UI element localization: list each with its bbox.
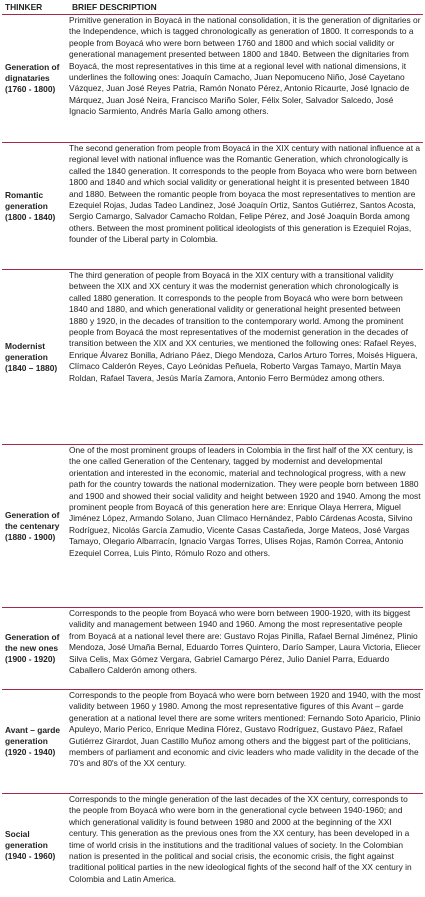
row-thinker-label: Generation of the new ones (1900 - 1920) [5,632,60,664]
row-description: Corresponds to the mingle generation of the last decades of the XX century, corresponds to the people from Boyacá who were born in the generational cycle between 1940-1960; and which generational validity is found between 1980 and 2000 at the beginning of the XXI century. This generation as the previous ones from the XX century, has been developed in a time of world crisis in the institutions and the traditional values of society. In the Colombian nation is presented in the political and social crisis, the economic crisis, the fight against traditional political parties in the new ideological fights of the second half of the XX century in Colombia and Latin America. [69,794,412,884]
table-row [2,445,423,608]
table-header [2,0,423,15]
row-description: Corresponds to the people from Boyacá who were born between 1920 and 1940, with the most validity between 1960 y 1980. Among the most representative figures of this Avant – garde generation at a national level there are some writers mentioned: Fernando Soto Aparicio, Plinio Apuleyo, Mario Perico, Enrique Medina Flórez, Gustavo Rodríguez, Gustavo Páez, Rafael Gutiérrez Girardot, Juan Castillo Muñoz among others and the biggest part of the politicians, members of parliament and economic and civic leaders who made validity in the decade of the 70's and 80's of the XX century. [69,690,421,769]
table-row [2,270,423,445]
table-row [2,690,423,794]
row-thinker-label: Generation of the centenary (1880 - 1900) [5,509,60,542]
row-description: The second generation from people from Boyacá in the XIX century with national influence at a regional level with national influence was the Romantic Generation, which chronologically is called the 1840 generation. It corresponds to the people from Boyaca who were born between 1800 and 1840 and which social validity or generational height it is presented between 1840 and 1880. Between the romantic people from boyaca the most representatives to mention are Ezequiel Rojas, Judas Tadeo Landinez, José Joaquín Ortiz, Santos Gutiérrez, Santos Acosta, Sergio Camargo, Salvador Camacho Roldan, Felipe Pérez, and José Joaquín Borda among others. Between the most prominent political ideologists of this generation is Ezequiel Rojas, founder of the Liberal party in Colombia. [69,143,421,245]
header-brief-description: BRIEF DESCRIPTION [72,2,157,12]
header-thinker: THINKER [5,2,43,12]
generations-table [2,0,423,897]
row-description: Corresponds to the people from Boyacá who were born between 1900-1920, with its biggest validity and management between 1940 and 1960. Among the most representative people from Boyacá at a national level there are: Gustavo Rojas Pinilla, Rafael Bernal Jiménez, Plinio Mendoza, José Umaña Bernal, Eduardo Torres Quintero, Darío Samper, Laura Victoria, Eliecer Silva Celis, Max Gómez Vergara, Gabriel Camargo Pérez, Julio Daniel Parra, Eduardo Caballero Calderón among others. [69,608,421,676]
row-thinker-label: Romantic generation (1800 - 1840) [5,189,56,222]
row-thinker-label: Generation of dignataries (1760 - 1800) [5,62,60,94]
row-description: One of the most prominent groups of leaders in Colombia in the first half of the XX century, is the one called Generation of the Centenary, tagged by modernist and developmental orientation and interested in the economic, material and technological progress, with a new path for the country towards the national modernization. They were people born between 1880 and 1900 and showed their social validity and height between 1920 and 1940. Among the most prominent people from Boyacá of this generation here are: Enrique Olaya Herrera, Miguel Jiménez López, Armando Solano, Juan Clímaco Hernández, Pablo Cárdenas Acosta, Silvino Rodríguez, Nicolás García Zamudio, Vicente Casas Castañeda, Jorge Mateos, José Vargas Tamayo, Olegario Albarracín, Ignacio Vargas Torres, Ulises Rojas, Ramón Correa, Antonio Ezequiel Correa, Luis Pinto, Rómulo Rozo and others. [69,445,421,558]
row-description: The third generation of people from Boyacá in the XIX century with a transitional validity between the XIX and XX century it was the modernist generation which chronologically is called 1880 generation. It corresponds to the people from Boyacá who were born between 1840 and 1880, and which generational validity or generational height presented between 1880 y 1920, in the decades of transition to the contemporary world. Among the prominent people from Boyacá the most representatives of the modernist generation in the decades of transition between the XIX and XX centuries, we mentioned the following ones: Rafael Reyes, Enrique Álvarez Bonilla, Adriano Páez, Diego Mendoza, Carlos Arturo Torres, Moisés Higuera, Clímaco Calderón Reyes, Cayo Leónidas Peñuela, Roberto Vargas Tamayo, Martín Maya Roldan, Rafael Tavera, Jesús María Zamora, Antonio Ferro Bermúdez among others. [69,270,418,383]
table-row [2,608,423,690]
row-thinker-label: Social generation (1940 - 1960) [5,829,56,861]
table-row [2,15,423,143]
table-row [2,143,423,270]
row-thinker-label: Modernist generation (1840 – 1880) [5,340,58,373]
row-description: Primitive generation in Boyacá in the national consolidation, it is the generation of dignitaries or the Independence, which is tagged chronologically as generation of 1800. It corresponds to a people from Boyacá who were born between 1760 and 1800 and which social validity or generational management presented between 1800 and 1840. Between the dignitaries from Boyacá, the most representatives in this time at a regional level with national dimensions, it underlines the following ones: Joaquín Camacho, Juan Nepomuceno Niño, José Cayetano Vázquez, Juan José Reyes Patria, Ramón Nonato Pérez, Antonio Ricaurte, José Ignacio de Márquez, Juan José Neira, Francisco Mariño Soler, Félix Soler, Salvador Salcedo, José Ignacio Sarmiento, Andrés María Gallo among others. [69,15,421,117]
table-row [2,794,423,897]
row-thinker-label: Avant – garde generation (1920 - 1940) [5,725,61,757]
